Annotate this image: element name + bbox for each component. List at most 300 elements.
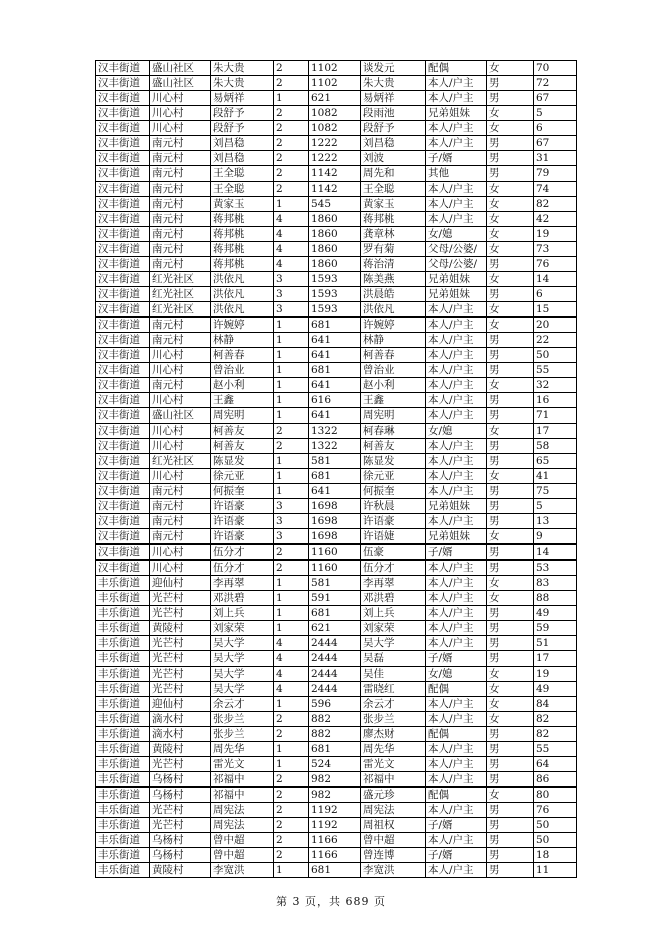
cell-village: 南元村 — [150, 166, 211, 181]
cell-member-name: 蒋治清 — [361, 256, 426, 271]
cell-householder: 吴大学 — [211, 651, 274, 666]
cell-amount: 2444 — [309, 666, 361, 681]
cell-village: 光芒村 — [150, 756, 211, 771]
cell-age: 32 — [534, 378, 577, 393]
cell-street: 丰乐街道 — [96, 696, 150, 711]
cell-household-size: 4 — [274, 666, 309, 681]
cell-village: 南元村 — [150, 136, 211, 151]
cell-relation: 本人/户主 — [426, 333, 487, 348]
cell-amount: 681 — [309, 606, 361, 621]
cell-amount: 681 — [309, 363, 361, 378]
cell-amount: 1102 — [309, 76, 361, 91]
cell-gender: 男 — [487, 863, 534, 878]
cell-gender: 男 — [487, 833, 534, 848]
cell-age: 49 — [534, 681, 577, 696]
cell-amount: 681 — [309, 741, 361, 756]
cell-household-size: 2 — [274, 787, 309, 803]
cell-village: 川心村 — [150, 363, 211, 378]
cell-member-name: 曾连博 — [361, 848, 426, 863]
cell-street: 丰乐街道 — [96, 787, 150, 803]
cell-relation: 本人/户主 — [426, 121, 487, 136]
cell-householder: 许语豪 — [211, 528, 274, 544]
cell-householder: 周宪明 — [211, 408, 274, 423]
cell-age: 13 — [534, 513, 577, 528]
cell-street: 汉丰街道 — [96, 121, 150, 136]
cell-street: 汉丰街道 — [96, 423, 150, 438]
cell-household-size: 1 — [274, 468, 309, 483]
cell-amount: 1593 — [309, 302, 361, 318]
cell-village: 光芒村 — [150, 666, 211, 681]
cell-age: 41 — [534, 468, 577, 483]
cell-household-size: 1 — [274, 317, 309, 333]
cell-street: 汉丰街道 — [96, 196, 150, 211]
table-row — [96, 61, 577, 76]
cell-village: 乌杨村 — [150, 833, 211, 848]
cell-age: 19 — [534, 226, 577, 241]
table-row — [96, 121, 577, 136]
cell-gender: 女 — [487, 666, 534, 681]
cell-member-name: 周宪法 — [361, 803, 426, 818]
cell-relation: 子/婿 — [426, 848, 487, 863]
cell-member-name: 刘昌稳 — [361, 136, 426, 151]
cell-member-name: 朱大贵 — [361, 76, 426, 91]
cell-member-name: 周祖权 — [361, 818, 426, 833]
table-row — [96, 363, 577, 378]
cell-householder: 蒋邦桃 — [211, 226, 274, 241]
cell-village: 南元村 — [150, 181, 211, 196]
cell-household-size: 2 — [274, 726, 309, 741]
cell-householder: 段舒予 — [211, 121, 274, 136]
cell-amount: 2444 — [309, 636, 361, 651]
cell-gender: 男 — [487, 621, 534, 636]
cell-amount: 1860 — [309, 226, 361, 241]
cell-age: 65 — [534, 453, 577, 468]
cell-street: 汉丰街道 — [96, 483, 150, 498]
cell-street: 汉丰街道 — [96, 286, 150, 301]
cell-member-name: 李再翠 — [361, 576, 426, 591]
cell-member-name: 伍分才 — [361, 560, 426, 576]
cell-householder: 许语豪 — [211, 513, 274, 528]
cell-village: 光芒村 — [150, 591, 211, 606]
cell-street: 汉丰街道 — [96, 363, 150, 378]
table-row — [96, 453, 577, 468]
cell-member-name: 段雨池 — [361, 106, 426, 121]
cell-amount: 581 — [309, 576, 361, 591]
table-row — [96, 848, 577, 863]
cell-household-size: 1 — [274, 621, 309, 636]
cell-amount: 1322 — [309, 438, 361, 453]
cell-member-name: 吴佳 — [361, 666, 426, 681]
cell-age: 70 — [534, 61, 577, 76]
cell-age: 9 — [534, 528, 577, 544]
cell-householder: 段舒予 — [211, 106, 274, 121]
table-row — [96, 151, 577, 166]
cell-householder: 洪依凡 — [211, 302, 274, 318]
cell-gender: 男 — [487, 636, 534, 651]
cell-householder: 吴大学 — [211, 666, 274, 681]
table-row — [96, 196, 577, 211]
table-row — [96, 468, 577, 483]
cell-member-name: 赵小利 — [361, 378, 426, 393]
cell-village: 南元村 — [150, 151, 211, 166]
cell-age: 31 — [534, 151, 577, 166]
cell-relation: 本人/户主 — [426, 181, 487, 196]
cell-village: 乌杨村 — [150, 848, 211, 863]
table-row — [96, 711, 577, 726]
table-row — [96, 408, 577, 423]
cell-street: 汉丰街道 — [96, 61, 150, 76]
cell-relation: 子/婿 — [426, 651, 487, 666]
cell-relation: 本人/户主 — [426, 576, 487, 591]
cell-village: 滴水村 — [150, 726, 211, 741]
cell-village: 南元村 — [150, 241, 211, 256]
cell-household-size: 4 — [274, 636, 309, 651]
cell-member-name: 曾治业 — [361, 363, 426, 378]
cell-householder: 张步兰 — [211, 726, 274, 741]
cell-age: 50 — [534, 348, 577, 363]
cell-relation: 本人/户主 — [426, 453, 487, 468]
cell-member-name: 许语婕 — [361, 528, 426, 544]
cell-age: 14 — [534, 544, 577, 560]
table-row — [96, 317, 577, 333]
table-row — [96, 528, 577, 544]
cell-householder: 何振奎 — [211, 483, 274, 498]
cell-street: 丰乐街道 — [96, 803, 150, 818]
cell-member-name: 洪晨皓 — [361, 286, 426, 301]
cell-household-size: 2 — [274, 544, 309, 560]
cell-member-name: 许语豪 — [361, 513, 426, 528]
cell-village: 红光社区 — [150, 302, 211, 318]
cell-age: 51 — [534, 636, 577, 651]
cell-age: 84 — [534, 696, 577, 711]
cell-gender: 女 — [487, 528, 534, 544]
cell-member-name: 何振奎 — [361, 483, 426, 498]
cell-gender: 男 — [487, 803, 534, 818]
cell-street: 丰乐街道 — [96, 636, 150, 651]
cell-village: 迎仙村 — [150, 576, 211, 591]
cell-age: 80 — [534, 787, 577, 803]
cell-household-size: 2 — [274, 711, 309, 726]
cell-relation: 兄弟姐妹 — [426, 106, 487, 121]
cell-amount: 1160 — [309, 544, 361, 560]
cell-householder: 朱大贵 — [211, 61, 274, 76]
cell-gender: 女 — [487, 211, 534, 226]
cell-age: 17 — [534, 423, 577, 438]
cell-street: 丰乐街道 — [96, 711, 150, 726]
table-row — [96, 498, 577, 513]
table-row — [96, 544, 577, 560]
table-row — [96, 726, 577, 741]
cell-household-size: 2 — [274, 818, 309, 833]
cell-gender: 男 — [487, 151, 534, 166]
cell-street: 汉丰街道 — [96, 438, 150, 453]
cell-amount: 621 — [309, 91, 361, 106]
cell-amount: 1166 — [309, 848, 361, 863]
cell-street: 丰乐街道 — [96, 726, 150, 741]
cell-gender: 男 — [487, 408, 534, 423]
cell-gender: 女 — [487, 121, 534, 136]
cell-gender: 男 — [487, 333, 534, 348]
cell-householder: 曾中超 — [211, 848, 274, 863]
cell-householder: 柯善友 — [211, 438, 274, 453]
cell-relation: 本人/户主 — [426, 136, 487, 151]
cell-amount: 641 — [309, 333, 361, 348]
cell-household-size: 1 — [274, 756, 309, 771]
cell-village: 川心村 — [150, 560, 211, 576]
cell-gender: 女 — [487, 271, 534, 286]
cell-household-size: 2 — [274, 423, 309, 438]
cell-household-size: 3 — [274, 498, 309, 513]
cell-gender: 女 — [487, 378, 534, 393]
cell-household-size: 2 — [274, 833, 309, 848]
cell-street: 汉丰街道 — [96, 453, 150, 468]
cell-street: 丰乐街道 — [96, 606, 150, 621]
cell-relation: 兄弟姐妹 — [426, 528, 487, 544]
cell-householder: 周宪法 — [211, 818, 274, 833]
cell-street: 汉丰街道 — [96, 513, 150, 528]
cell-amount: 1082 — [309, 121, 361, 136]
cell-gender: 女 — [487, 226, 534, 241]
cell-relation: 本人/户主 — [426, 393, 487, 408]
cell-householder: 许语豪 — [211, 498, 274, 513]
table-row — [96, 181, 577, 196]
cell-village: 南元村 — [150, 483, 211, 498]
cell-gender: 女 — [487, 317, 534, 333]
cell-gender: 男 — [487, 438, 534, 453]
table-row — [96, 803, 577, 818]
cell-householder: 洪依凡 — [211, 271, 274, 286]
cell-village: 滴水村 — [150, 711, 211, 726]
cell-householder: 王鑫 — [211, 393, 274, 408]
cell-village: 南元村 — [150, 528, 211, 544]
cell-village: 南元村 — [150, 317, 211, 333]
cell-amount: 882 — [309, 711, 361, 726]
cell-relation: 本人/户主 — [426, 348, 487, 363]
cell-street: 汉丰街道 — [96, 91, 150, 106]
cell-relation: 兄弟姐妹 — [426, 271, 487, 286]
cell-member-name: 黄家玉 — [361, 196, 426, 211]
cell-amount: 1160 — [309, 560, 361, 576]
cell-age: 55 — [534, 363, 577, 378]
cell-age: 19 — [534, 666, 577, 681]
cell-relation: 子/婿 — [426, 544, 487, 560]
cell-amount: 616 — [309, 393, 361, 408]
cell-street: 丰乐街道 — [96, 621, 150, 636]
cell-household-size: 2 — [274, 121, 309, 136]
cell-age: 82 — [534, 711, 577, 726]
cell-member-name: 柯春琳 — [361, 423, 426, 438]
cell-age: 73 — [534, 241, 577, 256]
cell-amount: 524 — [309, 756, 361, 771]
cell-street: 丰乐街道 — [96, 848, 150, 863]
cell-amount: 1860 — [309, 211, 361, 226]
data-table — [95, 60, 577, 878]
cell-street: 汉丰街道 — [96, 211, 150, 226]
cell-member-name: 陈显发 — [361, 453, 426, 468]
cell-relation: 子/婿 — [426, 151, 487, 166]
cell-village: 黄陵村 — [150, 741, 211, 756]
cell-member-name: 洪依凡 — [361, 302, 426, 318]
cell-age: 74 — [534, 181, 577, 196]
cell-amount: 1698 — [309, 498, 361, 513]
cell-village: 盛山社区 — [150, 61, 211, 76]
cell-street: 汉丰街道 — [96, 348, 150, 363]
cell-amount: 1698 — [309, 528, 361, 544]
cell-street: 汉丰街道 — [96, 468, 150, 483]
cell-gender: 女 — [487, 711, 534, 726]
cell-household-size: 3 — [274, 302, 309, 318]
cell-village: 光芒村 — [150, 681, 211, 696]
cell-village: 盛山社区 — [150, 408, 211, 423]
cell-village: 川心村 — [150, 106, 211, 121]
cell-age: 22 — [534, 333, 577, 348]
cell-household-size: 2 — [274, 181, 309, 196]
cell-gender: 男 — [487, 256, 534, 271]
cell-relation: 本人/户主 — [426, 741, 487, 756]
cell-amount: 2444 — [309, 681, 361, 696]
cell-householder: 曾中超 — [211, 833, 274, 848]
cell-street: 汉丰街道 — [96, 378, 150, 393]
cell-member-name: 雷晓红 — [361, 681, 426, 696]
cell-age: 17 — [534, 651, 577, 666]
table-row — [96, 91, 577, 106]
cell-relation: 本人/户主 — [426, 803, 487, 818]
cell-gender: 男 — [487, 771, 534, 787]
cell-age: 50 — [534, 818, 577, 833]
cell-age: 53 — [534, 560, 577, 576]
cell-age: 64 — [534, 756, 577, 771]
cell-relation: 本人/户主 — [426, 833, 487, 848]
cell-householder: 李再翠 — [211, 576, 274, 591]
cell-householder: 伍分才 — [211, 544, 274, 560]
cell-gender: 女 — [487, 468, 534, 483]
cell-gender: 女 — [487, 241, 534, 256]
cell-member-name: 罗有菊 — [361, 241, 426, 256]
cell-relation: 本人/户主 — [426, 513, 487, 528]
table-row — [96, 226, 577, 241]
cell-householder: 王全聪 — [211, 166, 274, 181]
cell-household-size: 2 — [274, 61, 309, 76]
cell-relation: 本人/户主 — [426, 483, 487, 498]
cell-gender: 女 — [487, 591, 534, 606]
cell-householder: 李宽洪 — [211, 863, 274, 878]
cell-age: 16 — [534, 393, 577, 408]
cell-gender: 男 — [487, 726, 534, 741]
cell-householder: 许婉婷 — [211, 317, 274, 333]
cell-street: 丰乐街道 — [96, 591, 150, 606]
cell-village: 迎仙村 — [150, 696, 211, 711]
cell-village: 川心村 — [150, 438, 211, 453]
cell-street: 汉丰街道 — [96, 393, 150, 408]
cell-age: 50 — [534, 833, 577, 848]
cell-relation: 父母/公婆/ — [426, 256, 487, 271]
cell-gender: 男 — [487, 76, 534, 91]
cell-street: 丰乐街道 — [96, 863, 150, 878]
table-row — [96, 241, 577, 256]
cell-gender: 女 — [487, 423, 534, 438]
cell-householder: 陈显发 — [211, 453, 274, 468]
cell-member-name: 余云才 — [361, 696, 426, 711]
cell-relation: 本人/户主 — [426, 636, 487, 651]
cell-relation: 本人/户主 — [426, 711, 487, 726]
cell-relation: 本人/户主 — [426, 468, 487, 483]
cell-amount: 641 — [309, 408, 361, 423]
cell-household-size: 2 — [274, 166, 309, 181]
cell-member-name: 刘家荣 — [361, 621, 426, 636]
cell-age: 75 — [534, 483, 577, 498]
table-row — [96, 560, 577, 576]
cell-amount: 982 — [309, 787, 361, 803]
cell-amount: 1593 — [309, 286, 361, 301]
cell-street: 汉丰街道 — [96, 106, 150, 121]
table-row — [96, 696, 577, 711]
cell-amount: 1860 — [309, 256, 361, 271]
cell-amount: 681 — [309, 317, 361, 333]
cell-street: 汉丰街道 — [96, 256, 150, 271]
cell-gender: 男 — [487, 544, 534, 560]
cell-household-size: 1 — [274, 591, 309, 606]
cell-household-size: 1 — [274, 196, 309, 211]
cell-amount: 641 — [309, 378, 361, 393]
cell-street: 汉丰街道 — [96, 151, 150, 166]
cell-gender: 男 — [487, 393, 534, 408]
cell-gender: 男 — [487, 560, 534, 576]
cell-amount: 1222 — [309, 151, 361, 166]
cell-relation: 本人/户主 — [426, 408, 487, 423]
cell-age: 79 — [534, 166, 577, 181]
cell-gender: 女 — [487, 106, 534, 121]
cell-member-name: 段舒予 — [361, 121, 426, 136]
cell-street: 汉丰街道 — [96, 241, 150, 256]
cell-village: 南元村 — [150, 513, 211, 528]
cell-age: 82 — [534, 726, 577, 741]
cell-householder: 伍分才 — [211, 560, 274, 576]
cell-village: 光芒村 — [150, 606, 211, 621]
cell-householder: 蒋邦桃 — [211, 256, 274, 271]
cell-street: 汉丰街道 — [96, 560, 150, 576]
cell-amount: 1593 — [309, 271, 361, 286]
cell-member-name: 廖杰财 — [361, 726, 426, 741]
cell-gender: 女 — [487, 696, 534, 711]
cell-member-name: 周先和 — [361, 166, 426, 181]
cell-householder: 吴大学 — [211, 681, 274, 696]
cell-amount: 1192 — [309, 818, 361, 833]
cell-household-size: 2 — [274, 136, 309, 151]
table-row — [96, 271, 577, 286]
cell-village: 黄陵村 — [150, 863, 211, 878]
cell-household-size: 1 — [274, 91, 309, 106]
table-row — [96, 741, 577, 756]
cell-village: 川心村 — [150, 393, 211, 408]
cell-age: 67 — [534, 91, 577, 106]
cell-village: 南元村 — [150, 378, 211, 393]
cell-amount: 641 — [309, 348, 361, 363]
cell-member-name: 吴磊 — [361, 651, 426, 666]
cell-householder: 刘昌稳 — [211, 136, 274, 151]
cell-amount: 1860 — [309, 241, 361, 256]
cell-household-size: 3 — [274, 271, 309, 286]
cell-householder: 邓洪碧 — [211, 591, 274, 606]
cell-householder: 祁福中 — [211, 771, 274, 787]
cell-age: 49 — [534, 606, 577, 621]
cell-amount: 641 — [309, 483, 361, 498]
table-row — [96, 513, 577, 528]
table-row — [96, 787, 577, 803]
cell-household-size: 2 — [274, 803, 309, 818]
cell-household-size: 1 — [274, 333, 309, 348]
cell-age: 88 — [534, 591, 577, 606]
cell-relation: 本人/户主 — [426, 211, 487, 226]
